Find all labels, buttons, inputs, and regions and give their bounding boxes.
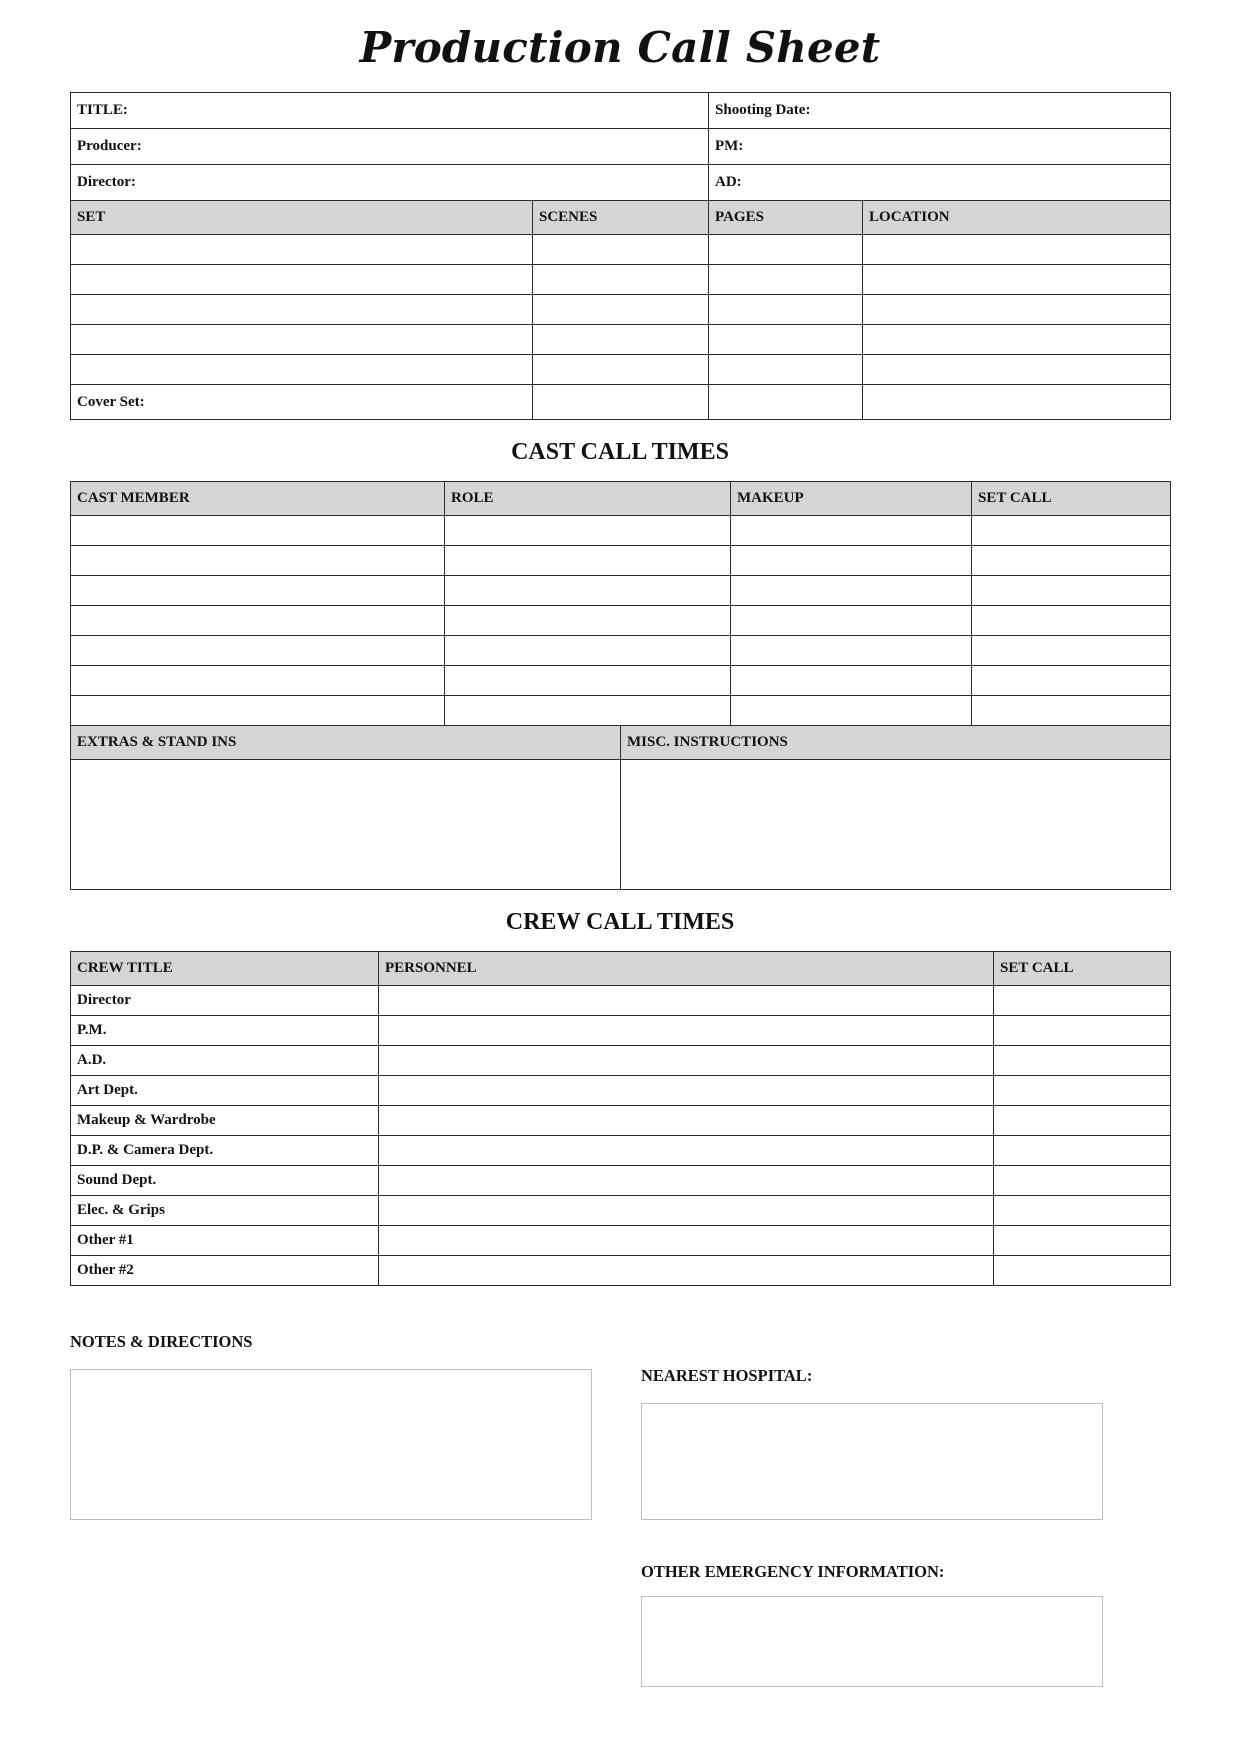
cover-set-label: Cover Set: bbox=[77, 393, 145, 410]
scenes-cell[interactable] bbox=[533, 355, 709, 385]
makeup-cell[interactable] bbox=[731, 516, 972, 546]
location-header: LOCATION bbox=[863, 201, 1171, 235]
set-cell[interactable] bbox=[71, 265, 533, 295]
table-row bbox=[71, 1136, 1171, 1166]
crew-section-title: CREW CALL TIMES bbox=[505, 909, 735, 935]
role-cell[interactable] bbox=[445, 666, 731, 696]
producer-label: Producer: bbox=[77, 138, 142, 154]
set-call-cell[interactable] bbox=[972, 696, 1171, 726]
table-row bbox=[71, 1016, 1171, 1046]
set-cell[interactable] bbox=[71, 355, 533, 385]
makeup-header: MAKEUP bbox=[731, 482, 972, 516]
makeup-cell[interactable] bbox=[731, 696, 972, 726]
table-row bbox=[71, 235, 1171, 265]
set-call-cell[interactable] bbox=[994, 1076, 1171, 1106]
crew-title-cell: Director bbox=[71, 986, 379, 1016]
makeup-cell[interactable] bbox=[731, 576, 972, 606]
extras-field[interactable] bbox=[71, 760, 621, 890]
pm-label: PM: bbox=[715, 138, 744, 154]
table-row bbox=[71, 1046, 1171, 1076]
set-call-cell[interactable] bbox=[972, 606, 1171, 636]
scenes-header: SCENES bbox=[533, 201, 709, 235]
location-cell[interactable] bbox=[863, 295, 1171, 325]
personnel-cell[interactable] bbox=[379, 1196, 994, 1226]
cast-member-cell[interactable] bbox=[71, 546, 445, 576]
role-header: ROLE bbox=[445, 482, 731, 516]
table-row bbox=[71, 516, 1171, 546]
table-row bbox=[71, 606, 1171, 636]
personnel-cell[interactable] bbox=[379, 1046, 994, 1076]
title-field[interactable] bbox=[71, 93, 709, 129]
table-row bbox=[71, 636, 1171, 666]
pages-cell[interactable] bbox=[709, 235, 863, 265]
personnel-cell[interactable] bbox=[379, 1076, 994, 1106]
pages-cell[interactable] bbox=[709, 355, 863, 385]
notes-label: NOTES & DIRECTIONS bbox=[70, 1332, 253, 1351]
set-call-cell[interactable] bbox=[994, 1106, 1171, 1136]
set-call-cell[interactable] bbox=[994, 1046, 1171, 1076]
crew-title-cell: Art Dept. bbox=[71, 1076, 379, 1106]
set-call-cell[interactable] bbox=[994, 1136, 1171, 1166]
role-cell[interactable] bbox=[445, 636, 731, 666]
pm-field[interactable] bbox=[709, 129, 1171, 165]
pages-cell[interactable] bbox=[709, 295, 863, 325]
producer-field[interactable] bbox=[71, 129, 709, 165]
shooting-date-field[interactable] bbox=[709, 93, 1171, 129]
location-cell[interactable] bbox=[863, 265, 1171, 295]
set-cell[interactable] bbox=[71, 235, 533, 265]
crew-title-cell: A.D. bbox=[71, 1046, 379, 1076]
personnel-cell[interactable] bbox=[379, 1256, 994, 1286]
set-header: SET bbox=[71, 201, 533, 235]
crew-title-cell: D.P. & Camera Dept. bbox=[71, 1136, 379, 1166]
role-cell[interactable] bbox=[445, 606, 731, 636]
table-row bbox=[71, 265, 1171, 295]
misc-instructions-field[interactable] bbox=[621, 760, 1171, 890]
table-row bbox=[71, 355, 1171, 385]
crew-table bbox=[70, 951, 1171, 1286]
scenes-cell[interactable] bbox=[533, 235, 709, 265]
hospital-field[interactable] bbox=[641, 1403, 1103, 1520]
extras-header: EXTRAS & STAND INS bbox=[71, 726, 621, 760]
crew-title-cell: Sound Dept. bbox=[71, 1166, 379, 1196]
set-call-cell[interactable] bbox=[972, 666, 1171, 696]
crew-title-header: CREW TITLE bbox=[71, 952, 379, 986]
table-row bbox=[71, 696, 1171, 726]
cast-table bbox=[70, 481, 1171, 890]
scenes-cell[interactable] bbox=[533, 385, 709, 420]
crew-title-cell: Other #1 bbox=[71, 1226, 379, 1256]
crew-title-cell: P.M. bbox=[71, 1016, 379, 1046]
shooting-date-label: Shooting Date: bbox=[715, 102, 811, 118]
page-title: Production Call Sheet bbox=[359, 23, 881, 72]
scenes-cell[interactable] bbox=[533, 265, 709, 295]
set-call-cell[interactable] bbox=[972, 636, 1171, 666]
personnel-cell[interactable] bbox=[379, 986, 994, 1016]
crew-title-cell: Elec. & Grips bbox=[71, 1196, 379, 1226]
location-cell[interactable] bbox=[863, 385, 1171, 420]
cast-member-cell[interactable] bbox=[71, 636, 445, 666]
makeup-cell[interactable] bbox=[731, 546, 972, 576]
production-info-table bbox=[70, 92, 1171, 420]
table-row bbox=[71, 666, 1171, 696]
set-call-cell[interactable] bbox=[994, 986, 1171, 1016]
personnel-cell[interactable] bbox=[379, 1226, 994, 1256]
table-row bbox=[71, 576, 1171, 606]
cast-member-cell[interactable] bbox=[71, 516, 445, 546]
role-cell[interactable] bbox=[445, 696, 731, 726]
set-call-cell[interactable] bbox=[972, 576, 1171, 606]
pages-cell[interactable] bbox=[709, 265, 863, 295]
cast-member-header: CAST MEMBER bbox=[71, 482, 445, 516]
personnel-cell[interactable] bbox=[379, 1016, 994, 1046]
set-call-cell[interactable] bbox=[972, 516, 1171, 546]
table-row bbox=[71, 385, 1171, 420]
cast-member-cell[interactable] bbox=[71, 666, 445, 696]
makeup-cell[interactable] bbox=[731, 666, 972, 696]
set-call-header: SET CALL bbox=[972, 482, 1171, 516]
title-label: TITLE: bbox=[77, 102, 128, 118]
scenes-cell[interactable] bbox=[533, 295, 709, 325]
hospital-label: NEAREST HOSPITAL: bbox=[641, 1366, 813, 1385]
cast-member-cell[interactable] bbox=[71, 606, 445, 636]
set-call-cell[interactable] bbox=[994, 1196, 1171, 1226]
pages-cell[interactable] bbox=[709, 325, 863, 355]
personnel-cell[interactable] bbox=[379, 1166, 994, 1196]
personnel-header: PERSONNEL bbox=[379, 952, 994, 986]
makeup-cell[interactable] bbox=[731, 606, 972, 636]
table-row bbox=[71, 1256, 1171, 1286]
cast-member-cell[interactable] bbox=[71, 696, 445, 726]
role-cell[interactable] bbox=[445, 576, 731, 606]
personnel-cell[interactable] bbox=[379, 1136, 994, 1166]
emergency-label: OTHER EMERGENCY INFORMATION: bbox=[641, 1562, 945, 1581]
notes-field[interactable] bbox=[70, 1369, 592, 1520]
location-cell[interactable] bbox=[863, 235, 1171, 265]
ad-label: AD: bbox=[715, 174, 742, 190]
ad-field[interactable] bbox=[709, 165, 1171, 201]
director-field[interactable] bbox=[71, 165, 709, 201]
table-row bbox=[71, 986, 1171, 1016]
cast-member-cell[interactable] bbox=[71, 576, 445, 606]
cover-set-field[interactable] bbox=[71, 385, 533, 420]
table-row bbox=[71, 1076, 1171, 1106]
table-row bbox=[71, 325, 1171, 355]
misc-instructions-header: MISC. INSTRUCTIONS bbox=[621, 726, 1171, 760]
set-cell[interactable] bbox=[71, 325, 533, 355]
set-call-cell[interactable] bbox=[994, 1226, 1171, 1256]
role-cell[interactable] bbox=[445, 546, 731, 576]
set-cell[interactable] bbox=[71, 295, 533, 325]
crew-title-cell: Other #2 bbox=[71, 1256, 379, 1286]
pages-cell[interactable] bbox=[709, 385, 863, 420]
table-row bbox=[71, 1226, 1171, 1256]
set-call-cell[interactable] bbox=[994, 1256, 1171, 1286]
set-call-cell[interactable] bbox=[994, 1016, 1171, 1046]
personnel-cell[interactable] bbox=[379, 1106, 994, 1136]
crew-title-cell: Makeup & Wardrobe bbox=[71, 1106, 379, 1136]
makeup-cell[interactable] bbox=[731, 636, 972, 666]
scenes-cell[interactable] bbox=[533, 325, 709, 355]
emergency-field[interactable] bbox=[641, 1596, 1103, 1687]
crew-set-call-header: SET CALL bbox=[994, 952, 1171, 986]
location-cell[interactable] bbox=[863, 325, 1171, 355]
table-row bbox=[71, 1196, 1171, 1226]
location-cell[interactable] bbox=[863, 355, 1171, 385]
table-row bbox=[71, 295, 1171, 325]
table-row bbox=[71, 546, 1171, 576]
set-call-cell[interactable] bbox=[972, 546, 1171, 576]
table-row bbox=[71, 1106, 1171, 1136]
cast-section-title: CAST CALL TIMES bbox=[511, 439, 729, 465]
director-label: Director: bbox=[77, 174, 136, 190]
pages-header: PAGES bbox=[709, 201, 863, 235]
set-call-cell[interactable] bbox=[994, 1166, 1171, 1196]
role-cell[interactable] bbox=[445, 516, 731, 546]
table-row bbox=[71, 1166, 1171, 1196]
